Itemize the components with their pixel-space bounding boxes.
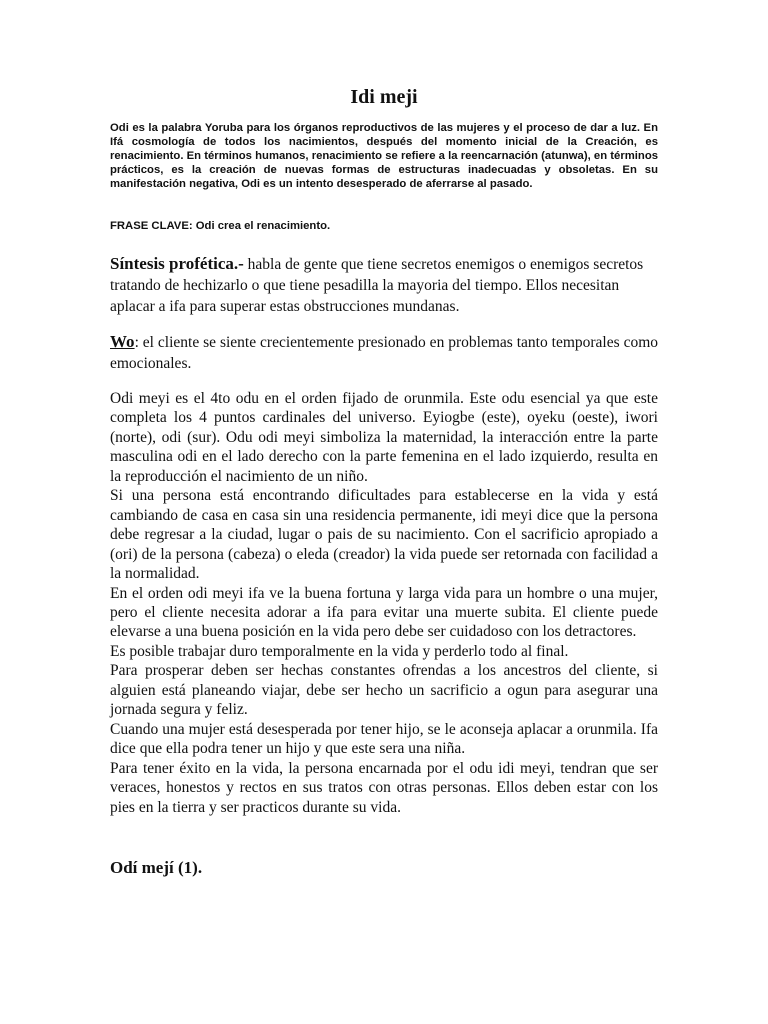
body-paragraph: En el orden odi meyi ifa ve la buena fortuna y larga vida para un hombre o una mujer, pero el cliente necesita adorar a ifa para evitar una muerte subita. El cliente puede elevarse a una buena posición en la vida pero debe ser cuidadoso con los detractores.	[110, 584, 658, 641]
body-paragraph: Cuando una mujer está desesperada por tener hijo, se le aconseja aplacar a orunmila. Ifa dice que ella podra tener un hijo y que este sera una niña.	[110, 720, 658, 758]
synthesis-text: habla de gente que tiene secretos enemigos o enemigos secretos tratando de hechizarlo o que tiene pesadilla la mayoria del tiempo. Ellos necesitan aplacar a ifa para superar estas obstrucciones mundanas.	[110, 256, 644, 315]
synthesis-heading: Síntesis profética.-	[110, 254, 244, 273]
synthesis-section	[110, 253, 658, 317]
body-text	[110, 389, 658, 817]
wo-text: : el cliente se siente crecientemente presionado en problemas tanto temporales como emocionales.	[110, 334, 658, 372]
section-heading: Odí mejí (1).	[110, 858, 203, 877]
wo-heading: Wo	[110, 332, 135, 351]
wo-section	[110, 331, 658, 374]
key-phrase: FRASE CLAVE: Odi crea el renacimiento.	[110, 220, 331, 232]
body-paragraph: Para tener éxito en la vida, la persona encarnada por el odu idi meyi, tendran que ser veraces, honestos y rectos en sus tratos con otras personas. Ellos deben estar con los pies en la tierra y ser practicos durante su vida.	[110, 759, 658, 816]
body-paragraph: Para prosperar deben ser hechas constantes ofrendas a los ancestros del cliente, si alguien está planeando viajar, debe ser hecho un sacrificio a ogun para asegurar una jornada segura y feliz.	[110, 662, 658, 719]
body-paragraph: Si una persona está encontrando dificultades para establecerse en la vida y está cambiando de casa en casa sin una residencia permanente, idi meyi dice que la persona debe regresar a la ciudad, lugar o pais de su nacimiento. Con el sacrificio apropiado a (ori) de la persona (cabeza) o eleda (creador) la vida puede ser retornada con facilidad a la normalidad.	[110, 487, 658, 583]
intro-paragraph: Odi es la palabra Yoruba para los órganos reproductivos de las mujeres y el proceso de dar a luz. En Ifá cosmología de todos los nacimientos, después del momento inicial de la Creación, es renacimiento. En términos humanos, renacimiento se refiere a la reencarnación (atunwa), en términos prácticos, es la creación de nuevas formas de estructuras inadecuadas y obsoletas. En su manifestación negativa, Odi es un intento desesperado de aferrarse al pasado.	[110, 122, 658, 190]
page-title: Idi meji	[350, 86, 418, 108]
body-paragraph: Es posible trabajar duro temporalmente en la vida y perderlo todo al final.	[110, 642, 569, 660]
body-paragraph: Odi meyi es el 4to odu en el orden fijado de orunmila. Este odu esencial ya que este completa los 4 puntos cardinales del universo. Eyiogbe (este), oyeku (oeste), iwori (norte), odi (sur). Odu odi meyi simboliza la maternidad, la interacción entre la parte masculina odi en el lado derecho con la parte femenina en el lado izquierdo, resulta en la reproducción el nacimiento de un niño.	[110, 390, 658, 485]
